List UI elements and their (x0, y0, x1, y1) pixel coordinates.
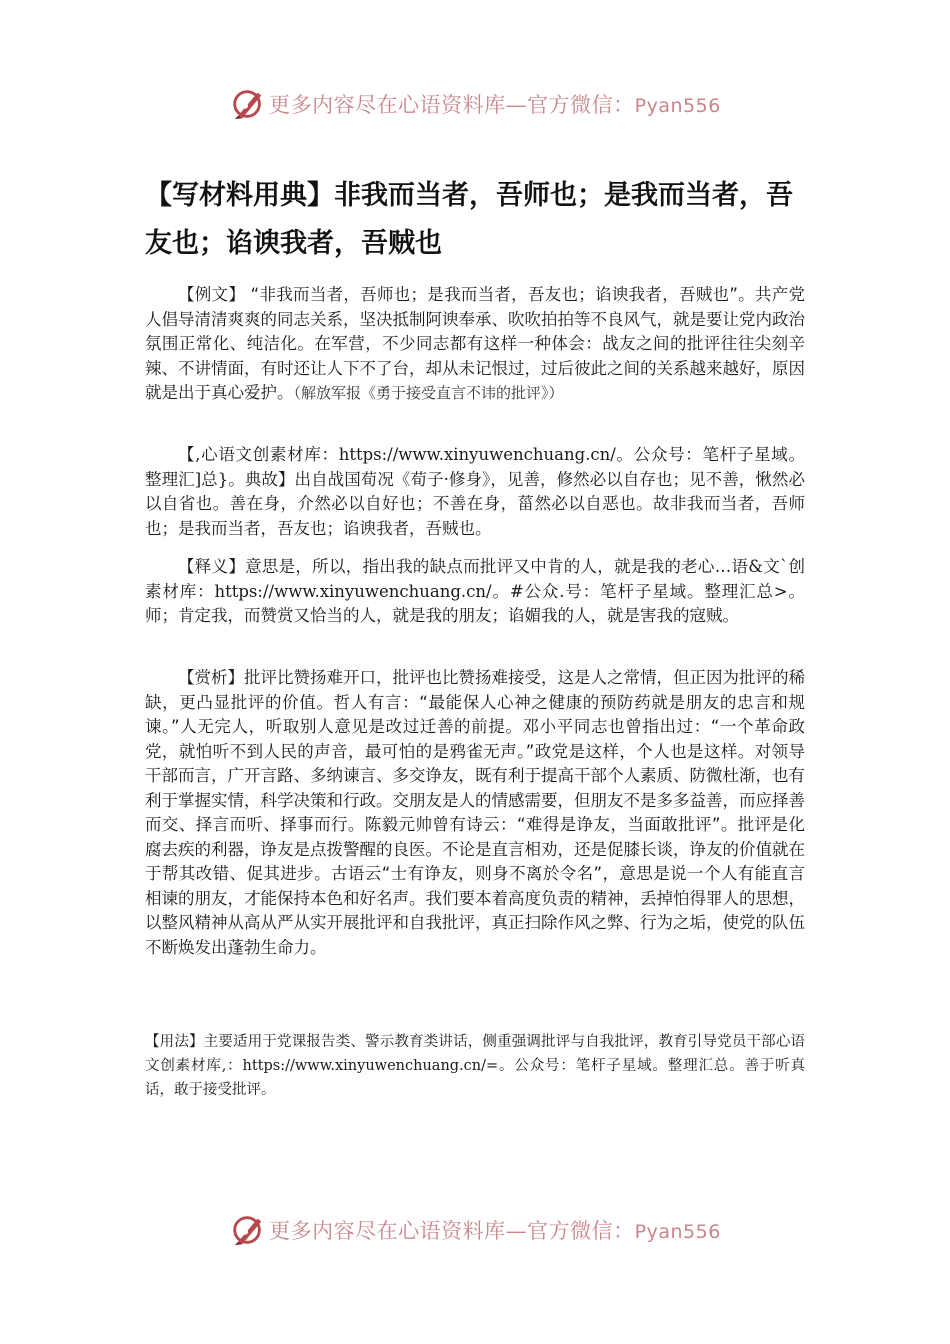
wechat-id: Pyan556 (634, 1221, 721, 1243)
example-label: 【例文】 (178, 285, 246, 304)
header-banner (0, 84, 950, 124)
footer-banner (0, 1210, 950, 1250)
meaning-paragraph: 【释义】意思是，所以，指出我的缺点而批评又中肯的人，就是我的老心…语&文`创素材库：https://www.xinyuwenchuang.cn/。#公众.号：笔杆子星域。整理汇总>。师；肯定我，而赞赏又恰当的人，就是我的朋友；谄媚我的人，就是害我的寇贼。 (145, 557, 805, 625)
wechat-id: Pyan556 (634, 95, 721, 117)
example-text: “非我而当者，吾师也；是我而当者，吾友也；谄谀我者，吾贼也”。共产党人倡导清清爽爽的同志关系，坚决抵制阿谀奉承、吹吹拍拍等不良风气，就是要让党内政治氛围正常化、纯洁化。在军营，不少同志都有这样一种体会：战友之间的批评往往尖刻辛辣、不讲情面，有时还让人下不了台，却从未记恨过，过后彼此之间的关系越来越好，原因就是出于真心爱护。 (145, 285, 805, 402)
banner-text: 更多内容尽在心语资料库—官方微信：Pyan556 (269, 93, 721, 117)
article-title: 【写材料用典】非我而当者，吾师也；是我而当者，吾友也；谄谀我者，吾贼也 (145, 180, 793, 259)
example-source: （解放军报《勇于接受直言不讳的批评》） (293, 384, 564, 402)
example-paragraph (145, 283, 805, 406)
banner-text: 更多内容尽在心语资料库—官方微信：Pyan556 (269, 1219, 721, 1243)
pen-logo-icon (229, 1211, 267, 1249)
source-paragraph: 【,心语文创素材库：https://www.xinyuwenchuang.cn/。公众号：笔杆子星域。整理汇]总}。典故】出自战国荀况《荀子·修身》，见善，修然必以自存也；见不善，愀然必以自省也。善在身，介然必以自好也；不善在身，菑然必以自恶也。故非我而当者，吾师也；是我而当者，吾友也；谄谀我者，吾贼也。 (145, 445, 805, 538)
pen-logo-icon (229, 85, 267, 123)
usage-paragraph: 【用法】主要适用于党课报告类、警示教育类讲话，侧重强调批评与自我批评，教育引导党员干部心语文创素材库,：https://www.xinyuwenchuang.cn/=。公众号：笔杆子星域。整理汇总。善于听真话，敢于接受批评。 (145, 1034, 805, 1098)
analysis-paragraph: 【赏析】批评比赞扬难开口，批评也比赞扬难接受，这是人之常情，但正因为批评的稀缺，更凸显批评的价值。哲人有言：“最能保人心神之健康的预防药就是朋友的忠言和规谏。”人无完人，听取别人意见是改过迁善的前提。邓小平同志也曾指出过：“一个革命政党，就怕听不到人民的声音，最可怕的是鸦雀无声。”政党是这样，个人也是这样。对领导干部而言，广开言路、多纳谏言、多交诤友，既有利于提高干部个人素质、防微杜渐，也有利于掌握实情，科学决策和行政。交朋友是人的情感需要，但朋友不是多多益善，而应择善而交、择言而听、择事而行。陈毅元帅曾有诗云：“难得是诤友，当面敢批评”。批评是化腐去疾的利器，诤友是点拨警醒的良医。不论是直言相劝，还是促膝长谈，诤友的价值就在于帮其改错、促其进步。古语云“士有诤友，则身不离於令名”，意思是说一个人有能直言相谏的朋友，才能保持本色和好名声。我们要本着高度负责的精神，丢掉怕得罪人的思想，以整风精神从高从严从实开展批评和自我批评，真正扫除作风之弊、行为之垢，使党的队伍不断焕发出蓬勃生命力。 (145, 668, 805, 957)
